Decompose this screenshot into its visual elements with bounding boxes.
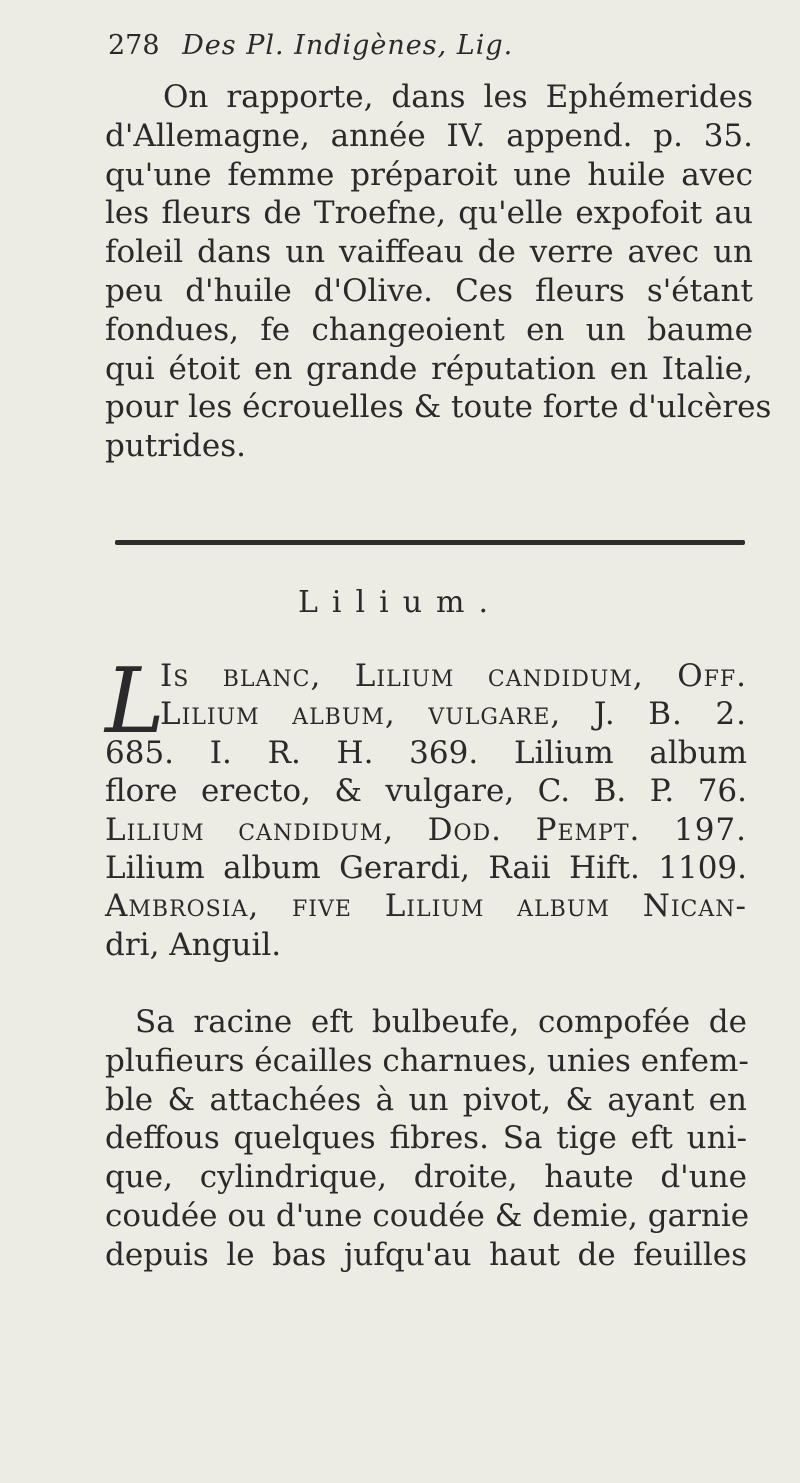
page-number: 278 (108, 30, 160, 61)
text-line: coudée ou d'une coudée & demie, garnie (105, 1197, 750, 1234)
drop-capital: L (105, 649, 165, 754)
text-line: Sa racine eft bulbeufe, compofée de (135, 1004, 747, 1040)
section-title: Lilium. (297, 585, 502, 620)
text-line: plufieurs écailles charnues, unies enfem- (105, 1042, 749, 1079)
text-line: foleil dans un vaiffeau de verre avec un (105, 234, 753, 271)
text-line: dri, Anguil. (105, 926, 282, 963)
text-line: pour les écrouelles & toute forte d'ulcères (105, 389, 772, 426)
text-line: On rapporte, dans les Ephémerides (163, 79, 753, 115)
section-divider (115, 540, 745, 545)
text-line: deffous quelques fibres. Sa tige eft uni- (105, 1120, 747, 1157)
text-line: Is blanc, Lilium candidum, Off. (160, 658, 747, 694)
text-line: Lilium candidum, Dod. Pempt. 197. (105, 811, 747, 848)
paragraph-description (105, 1003, 750, 1275)
text-line: fondues, fe changeoient en un baume (105, 311, 753, 348)
paragraph-lilium-synonyms (105, 649, 747, 964)
text-line: ble & attachées à un pivot, & ayant en (105, 1081, 747, 1118)
text-line: peu d'huile d'Olive. Ces fleurs s'étant (105, 272, 753, 309)
text-line: les fleurs de Troefne, qu'elle expofoit au (105, 195, 753, 232)
text-line: Ambrosia, five Lilium album Nican- (105, 888, 747, 925)
text-line: Lilium album, vulgare, J. B. 2. (160, 696, 747, 733)
text-line: putrides. (105, 428, 246, 465)
running-title: Des Pl. Indigènes, Lig. (182, 30, 514, 61)
text-line: qu'une femme préparoit une huile avec (105, 156, 753, 193)
paragraph-troefne (105, 78, 772, 466)
text-line: d'Allemagne, année IV. append. p. 35. (105, 117, 753, 154)
text-line: Lilium album Gerardi, Raii Hift. 1109. (105, 850, 747, 887)
text-line: 685. I. R. H. 369. Lilium album (105, 734, 747, 771)
text-line: qui étoit en grande réputation en Italie, (105, 350, 753, 387)
text-line: depuis le bas jufqu'au haut de feuilles (105, 1236, 747, 1273)
running-header (108, 30, 748, 61)
text-line: flore erecto, & vulgare, C. B. P. 76. (105, 773, 747, 810)
text-line: que, cylindrique, droite, haute d'une (105, 1159, 747, 1196)
